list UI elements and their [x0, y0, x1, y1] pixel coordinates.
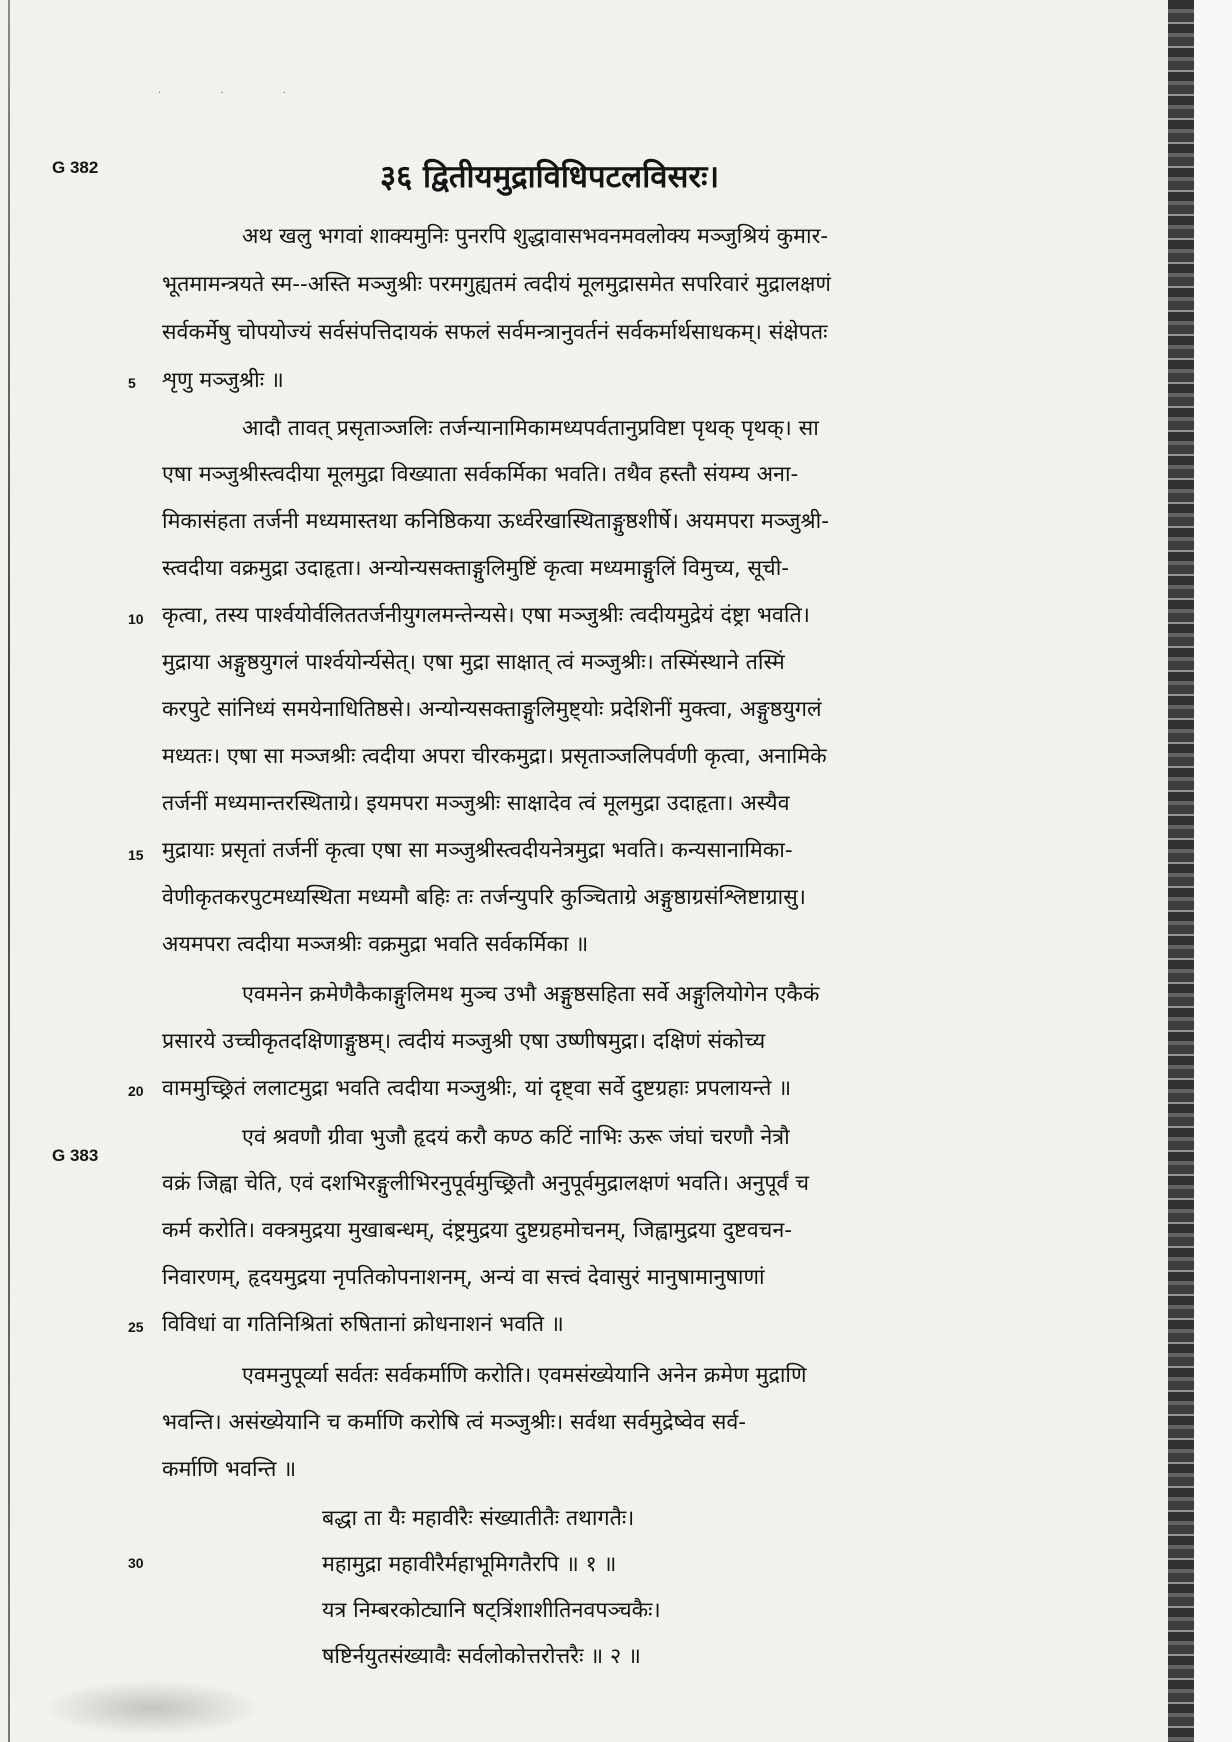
text-line: मुद्रायाः प्रसृतां तर्जनीं कृत्वा एषा सा मञ्जुश्रीस्त्वदीयनेत्रमुद्रा भवति। कन्यसानामिका-: [162, 838, 793, 863]
text-line: वाममुच्छ्रितं ललाटमुद्रा भवति त्वदीया मञ्जुश्रीः, यां दृष्ट्वा सर्वे दुष्टग्रहाः प्रपलायन्ते ॥: [162, 1076, 792, 1101]
text-line: एवमनुपूर्व्या सर्वतः सर्वकर्माणि करोति। एवमसंख्येयानि अनेन क्रमेण मुद्राणि: [242, 1363, 807, 1388]
text-line: प्रसारये उच्चीकृतदक्षिणाङ्गुष्ठम्। त्वदीयं मञ्जुश्री एषा उष्णीषमुद्रा। दक्षिणं संकोच्य: [162, 1029, 766, 1054]
text-line: मध्यतः। एषा सा मञ्जश्रीः त्वदीया अपरा चीरकमुद्रा। प्रसृताञ्जलिपर्वणी कृत्वा, अनामिके: [162, 744, 827, 769]
text-line: सर्वकर्मेषु चोपयोज्यं सर्वसंपत्तिदायकं सफलं सर्वमन्त्रानुवर्तनं सर्वकर्मार्थसाधकम्। संक्षेपतः: [162, 320, 828, 345]
text-line: करपुटे सांनिध्यं समयेनाधितिष्ठसे। अन्योन्यसक्ताङ्गुलिमुष्ट्योः प्रदेशिनीं मुक्त्वा, अङ्गुष्ठयुगलं: [162, 697, 822, 722]
chapter-heading: ३६ द्वितीयमुद्राविधिपटलविसरः।: [380, 159, 720, 195]
text-line: कृत्वा, तस्य पार्श्वयोर्वलिततर्जनीयुगलमन्तेन्यसे। एषा मञ्जुश्रीः त्वदीयमुद्रेयं दंष्ट्रा भवति।: [162, 603, 810, 628]
text-line: वेणीकृतकरपुटमध्यस्थिता मध्यमौ बहिः तः तर्जन्युपरि कुञ्चिताग्रे अङ्गुष्ठाग्रसंश्लिष्टाग्रासु।: [162, 885, 806, 910]
text-line: एवमनेन क्रमेणैकैकाङ्गुलिमथ मुञ्च उभौ अङ्गुष्ठसहिता सर्वे अङ्गुलियोगेन एकैकं: [242, 982, 820, 1007]
text-line: अयमपरा त्वदीया मञ्जश्रीः वक्रमुद्रा भवति सर्वकर्मिका ॥: [162, 932, 589, 957]
text-line: एवं श्रवणौ ग्रीवा भुजौ हृदयं करौ कण्ठ कटिं नाभिः ऊरू जंघां चरणौ नेत्रौ: [242, 1125, 790, 1150]
verse-line: षष्टिर्नयुतसंख्यावैः सर्वलोकोत्तरोत्तरैः ॥ २ ॥: [322, 1644, 641, 1669]
text-line: कर्म करोति। वक्त्रमुद्रया मुखाबन्धम्, दंष्ट्रमुद्रया दुष्टग्रहमोचनम्, जिह्वामुद्रया दुष्टवचन-: [162, 1218, 793, 1243]
text-line: निवारणम्, हृदयमुद्रया नृपतिकोपनाशनम्, अन्यं वा सत्त्वं देवासुरं मानुषामानुषाणां: [162, 1265, 765, 1290]
margin-reference-g382: G 382: [52, 158, 99, 177]
margin-reference-g383: G 383: [52, 1146, 99, 1165]
text-line: स्त्वदीया वक्रमुद्रा उदाहृता। अन्योन्यसक्ताङ्गुलिमुष्टिं कृत्वा मध्यमाङ्गुलिं विमुच्य, सूची-: [162, 556, 790, 581]
text-line: मुद्राया अङ्गुष्ठयुगलं पार्श्वयोर्न्यसेत्। एषा मुद्रा साक्षात् त्वं मञ्जुश्रीः। तस्मिंस्थाने तस्मिं: [162, 650, 785, 675]
verse-line: यत्र निम्बरकोट्यानि षट्त्रिंशाशीतिनवपञ्चकैः।: [322, 1598, 661, 1623]
text-line: शृणु मञ्जुश्रीः ॥: [162, 368, 284, 393]
line-number: 5: [128, 375, 136, 391]
faded-library-stamp: [42, 1680, 262, 1736]
line-number: 10: [128, 611, 144, 627]
text-line: तर्जनीं मध्यमान्तरस्थिताग्रे। इयमपरा मञ्जुश्रीः साक्षादेव त्वं मूलमुद्रा उदाहृता। अस्यैव: [162, 791, 790, 816]
text-line: भूतमामन्त्रयते स्म--अस्ति मञ्जुश्रीः परमगुह्यतमं त्वदीयं मूलमुद्रासमेत सपरिवारं मुद्रालक्षणं: [162, 272, 831, 297]
line-number: 25: [128, 1319, 144, 1335]
verse-line: महामुद्रा महावीरैर्महाभूमिगतैरपि ॥ १ ॥: [322, 1552, 617, 1577]
text-line: एषा मञ्जुश्रीस्त्वदीया मूलमुद्रा विख्याता सर्वकर्मिका भवति। तथैव हस्तौ संयम्य अना-: [162, 462, 799, 487]
text-line: वक्रं जिह्वा चेति, एवं दशभिरङ्गुलीभिरनुपूर्वमुच्छ्रितौ अनुपूर्वमुद्रालक्षणं भवति। अनुपूर्वं च: [162, 1171, 809, 1196]
page-binding-edge: [1168, 0, 1194, 1742]
line-number: 15: [128, 847, 144, 863]
line-number: 30: [128, 1555, 144, 1571]
text-line: विविधां वा गतिनिश्रितां रुषितानां क्रोधनाशनं भवति ॥: [162, 1312, 564, 1337]
text-line: अथ खलु भगवां शाक्यमुनिः पुनरपि शुद्धावासभवनमवलोक्य मञ्जुश्रियं कुमार-: [242, 224, 829, 249]
line-number: 20: [128, 1083, 144, 1099]
text-line: कर्माणि भवन्ति ॥: [162, 1457, 297, 1482]
page-left-edge: [8, 0, 10, 1742]
text-line: आदौ तावत् प्रसृताञ्जलिः तर्जन्यानामिकामध्यपर्वतानुप्रविष्टा पृथक् पृथक्। सा: [242, 416, 819, 441]
page-right-margin: [1194, 0, 1232, 1742]
text-line: भवन्ति। असंख्येयानि च कर्माणि करोषि त्वं मञ्जुश्रीः। सर्वथा सर्वमुद्रेष्वेव सर्व-: [162, 1410, 747, 1435]
top-specks: · · ·: [158, 88, 314, 99]
verse-line: बद्धा ता यैः महावीरैः संख्यातीतैः तथागतैः।: [322, 1506, 635, 1531]
text-line: मिकासंहता तर्जनी मध्यमास्तथा कनिष्ठिकया ऊर्ध्वरेखास्थिताङ्गुष्ठशीर्षे। अयमपरा मञ्जुश्री-: [162, 509, 829, 534]
